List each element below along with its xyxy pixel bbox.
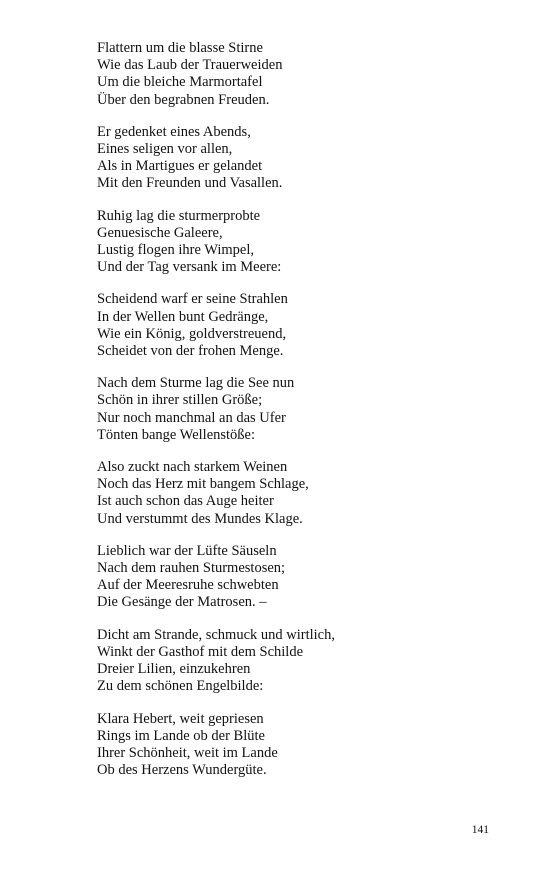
poem-line: Flattern um die blasse Stirne (97, 40, 263, 56)
poem-line: Lieblich war der Lüfte Säuseln (97, 542, 277, 559)
stanza (97, 291, 497, 360)
poem-line: Eines seligen vor allen, (97, 141, 233, 158)
poem-line: Die Gesänge der Matrosen. – (97, 594, 267, 611)
poem-line: Dreier Lilien, einzukehren (97, 661, 251, 678)
poem-line: Über den begrabnen Freuden. (97, 91, 270, 108)
poem-line: In der Wellen bunt Gedränge, (97, 308, 269, 325)
poem-line: Noch das Herz mit bangem Schlage, (97, 476, 309, 493)
poem-line: Lustig flogen ihre Wimpel, (97, 242, 255, 259)
stanza (97, 124, 497, 193)
poem-line: Ist auch schon das Auge heiter (97, 493, 274, 510)
poem-line: Genuesische Galeere, (97, 224, 223, 241)
poem-line: Scheidend warf er seine Strahlen (97, 291, 288, 308)
poem-line: Nach dem rauhen Sturmestosen; (97, 560, 286, 577)
stanza (97, 627, 497, 696)
poem-line: Er gedenket eines Abends, (97, 123, 251, 140)
poem-line: Zu dem schönen Engelbilde: (97, 678, 264, 695)
poem-line: Auf der Meeresruhe schwebten (97, 577, 279, 594)
poem-line: Rings im Lande ob der Blüte (97, 727, 265, 744)
poem-line: Klara Hebert, weit gepriesen (97, 710, 264, 727)
poem-line: Ruhig lag die sturmerprobte (97, 207, 261, 224)
poem-line: Als in Martigues er gelandet (97, 158, 263, 175)
poem-line: Und der Tag versank im Meere: (97, 259, 282, 276)
poem-line: Also zuckt nach starkem Weinen (97, 459, 288, 476)
stanza (97, 208, 497, 277)
page-number: 141 (471, 824, 489, 836)
poem-line: Und verstummt des Mundes Klage. (97, 510, 303, 527)
poem-line: Scheidet von der frohen Menge. (97, 343, 284, 360)
poem-line: Um die bleiche Marmortafel (97, 74, 263, 91)
poem-line: Dicht am Strande, schmuck und wirtlich, (97, 626, 335, 643)
stanza (97, 543, 497, 612)
poem-line: Nur noch manchmal an das Ufer (97, 409, 286, 426)
poem-line: Ob des Herzens Wundergüte. (97, 762, 267, 779)
poem-line: Schön in ihrer stillen Größe; (97, 392, 263, 409)
stanza (97, 375, 497, 444)
poem-line: Wie ein König, goldverstreuend, (97, 325, 287, 342)
poem-line: Winkt der Gasthof mit dem Schilde (97, 643, 304, 660)
stanza (97, 40, 497, 109)
poem-text (97, 40, 497, 794)
stanza (97, 459, 497, 528)
poem-line: Mit den Freunden und Vasallen. (97, 175, 283, 192)
stanza (97, 711, 497, 780)
poem-line: Nach dem Sturme lag die See nun (97, 375, 295, 392)
poem-line: Ihrer Schönheit, weit im Lande (97, 744, 278, 761)
poem-line: Tönten bange Wellenstöße: (97, 426, 256, 443)
poem-line: Wie das Laub der Trauerweiden (97, 57, 283, 74)
